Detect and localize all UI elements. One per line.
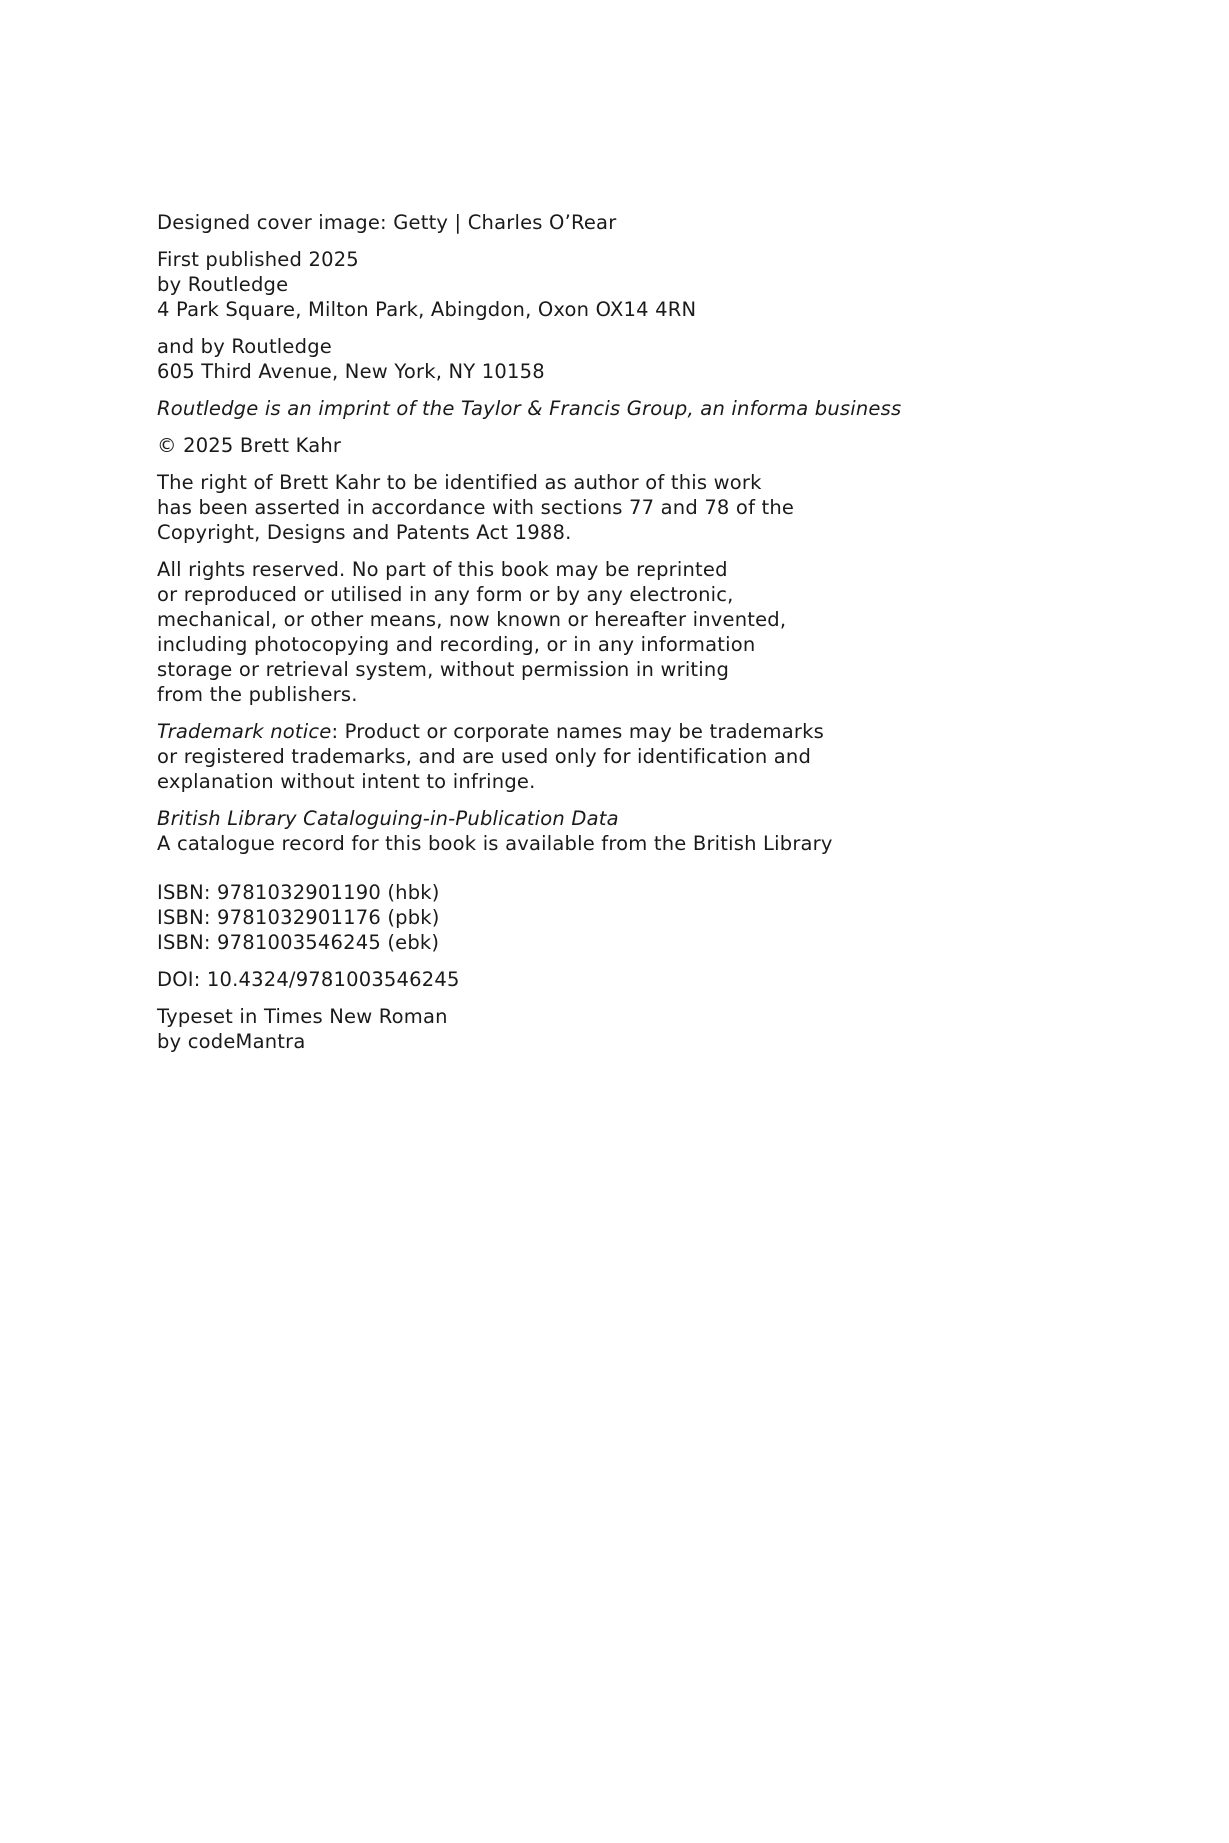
rights-reserved-line: from the publishers. — [157, 683, 358, 706]
doi-block — [157, 967, 1057, 992]
trademark-line-3: explanation without intent to infringe. — [157, 770, 536, 793]
cip-text: A catalogue record for this book is available from the British Library — [157, 832, 833, 855]
trademark-line-2: or registered trademarks, and are used only for identification and — [157, 745, 812, 768]
trademark-block — [157, 719, 1057, 794]
rights-reserved-block — [157, 557, 1057, 707]
imprint-block — [157, 396, 1057, 421]
copyright-page-content — [157, 210, 1057, 1066]
trademark-text: : Product or corporate names may be trademarks — [331, 720, 824, 743]
typeset-font: Typeset in Times New Roman — [157, 1005, 448, 1028]
rights-reserved-line: mechanical, or other means, now known or hereafter invented, — [157, 608, 787, 631]
isbn-paperback: ISBN: 9781032901176 (pbk) — [157, 906, 440, 929]
moral-rights-line: Copyright, Designs and Patents Act 1988. — [157, 521, 572, 544]
trademark-label: Trademark notice — [157, 720, 332, 743]
moral-rights-line: has been asserted in accordance with sections 77 and 78 of the — [157, 496, 795, 519]
cip-heading: British Library Cataloguing-in-Publication Data — [157, 807, 619, 830]
moral-rights-block — [157, 470, 1057, 545]
isbn-ebook: ISBN: 9781003546245 (ebk) — [157, 931, 440, 954]
rights-reserved-line: storage or retrieval system, without permission in writing — [157, 658, 730, 681]
rights-reserved-line: All rights reserved. No part of this book may be reprinted — [157, 558, 728, 581]
copyright-notice: © 2025 Brett Kahr — [157, 434, 342, 457]
doi: DOI: 10.4324/9781003546245 — [157, 968, 460, 991]
trademark-line-1 — [157, 719, 1057, 744]
publisher-address-us: 605 Third Avenue, New York, NY 10158 — [157, 360, 545, 383]
rights-reserved-line: including photocopying and recording, or in any information — [157, 633, 756, 656]
isbn-hardback: ISBN: 9781032901190 (hbk) — [157, 881, 440, 904]
typesetter: by codeMantra — [157, 1030, 306, 1053]
publisher-address-uk: 4 Park Square, Milton Park, Abingdon, Oxon OX14 4RN — [157, 298, 697, 321]
first-published: First published 2025 — [157, 248, 359, 271]
isbn-block — [157, 880, 1057, 955]
us-publication-block — [157, 334, 1057, 384]
cover-credit: Designed cover image: Getty | Charles O’Rear — [157, 211, 617, 234]
cip-block — [157, 806, 1057, 856]
cover-credit-block — [157, 210, 1057, 235]
copyright-block — [157, 433, 1057, 458]
rights-reserved-line: or reproduced or utilised in any form or by any electronic, — [157, 583, 734, 606]
us-publisher-name: and by Routledge — [157, 335, 332, 358]
publication-block — [157, 247, 1057, 322]
imprint-note: Routledge is an imprint of the Taylor & Francis Group, an informa business — [157, 397, 902, 420]
moral-rights-line: The right of Brett Kahr to be identified as author of this work — [157, 471, 762, 494]
publisher-name: by Routledge — [157, 273, 289, 296]
typeset-block — [157, 1004, 1057, 1054]
